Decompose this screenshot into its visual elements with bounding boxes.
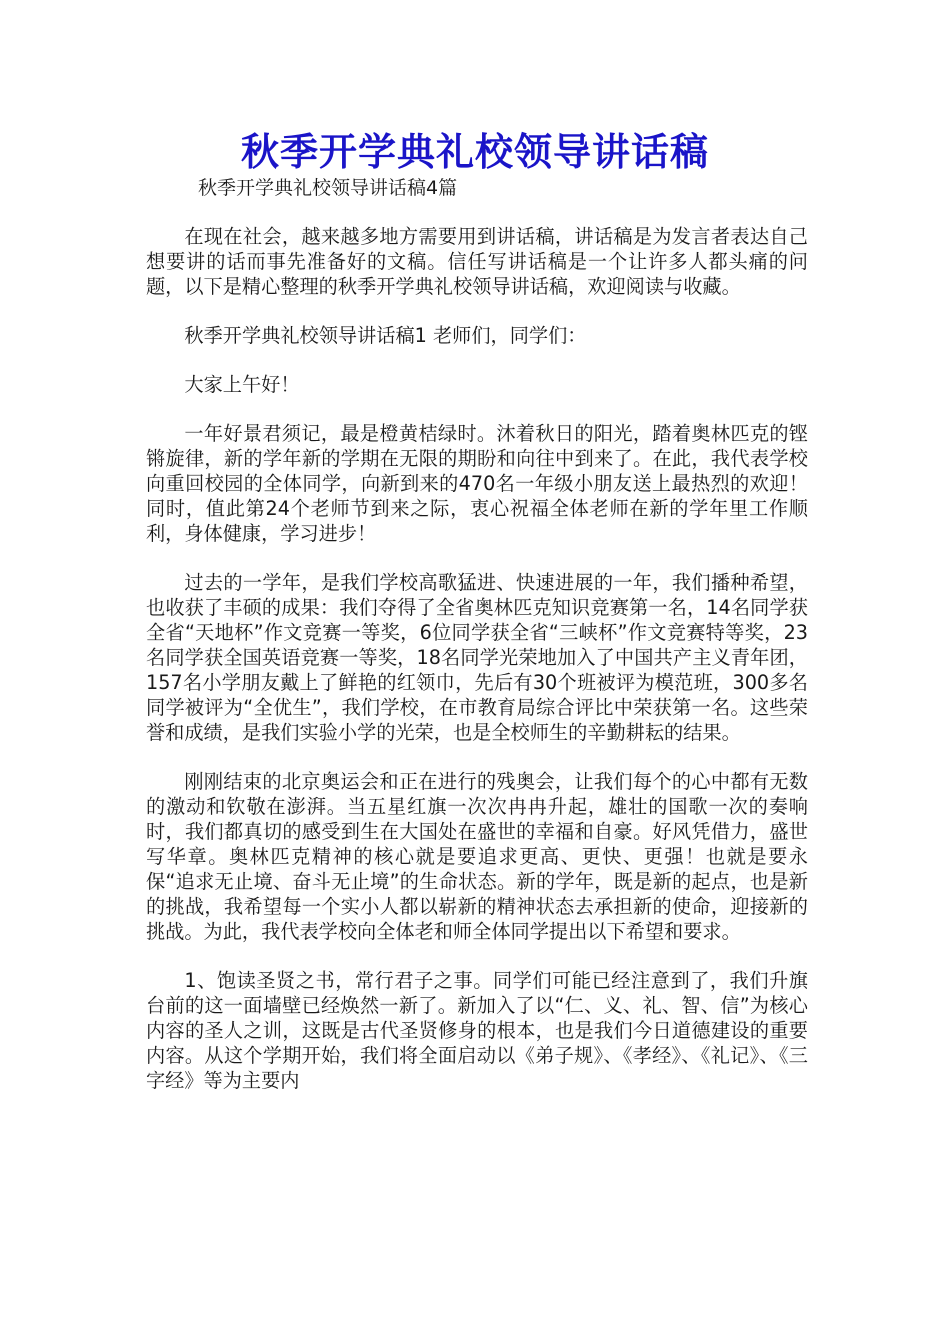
document-body — [146, 224, 808, 1117]
document-title: 秋季开学典礼校领导讲话稿 — [240, 129, 709, 174]
paragraph-item-1: 1、饱读圣贤之书，常行君子之事。同学们可能已经注意到了，我们升旗台前的这一面墙壁已经焕然一新了。新加入了以“仁、义、礼、智、信”为核心内容的圣人之训，这既是古代圣贤修身的根本，也是我们今日道德建设的重要内容。从这个学期开始，我们将全面启动以《弟子规》、《孝经》、《礼记》、《三字经》等为主要内 — [146, 969, 808, 1092]
paragraph-welcome: 一年好景君须记，最是橙黄桔绿时。沐着秋日的阳光，踏着奥林匹克的铿锵旋律，新的学年新的学期在无限的期盼和向往中到来了。在此，我代表学校向重回校园的全体同学，向新到来的470名一年级小朋友送上最热烈的欢迎！同时，值此第24个老师节到来之际，衷心祝福全体老师在新的学年里工作顺利，身体健康，学习进步！ — [146, 422, 808, 545]
paragraph-speech-heading: 秋季开学典礼校领导讲话稿1 老师们，同学们： — [184, 324, 587, 347]
paragraph-greeting: 大家上午好！ — [184, 373, 300, 396]
paragraph-intro: 在现在社会，越来越多地方需要用到讲话稿，讲话稿是为发言者表达自己想要讲的话而事先准备好的文稿。信任写讲话稿是一个让许多人都头痛的问题，以下是精心整理的秋季开学典礼校领导讲话稿，欢迎阅读与收藏。 — [146, 225, 808, 298]
paragraph-olympics: 刚刚结束的北京奥运会和正在进行的残奥会，让我们每个的心中都有无数的激动和钦敬在澎湃。当五星红旗一次次冉冉升起，雄壮的国歌一次的奏响时，我们都真切的感受到生在大国处在盛世的幸福和自豪。好风凭借力，盛世写华章。奥林匹克精神的核心就是要追求更高、更快、更强！也就是要永保“追求无止境、奋斗无止境”的生命状态。新的学年，既是新的起点，也是新的挑战，我希望每一个实小人都以崭新的精神状态去承担新的使命，迎接新的挑战。为此，我代表学校向全体老和师全体同学提出以下希望和要求。 — [146, 770, 808, 943]
document-subtitle: 秋季开学典礼校领导讲话稿4篇 — [198, 177, 458, 199]
paragraph-achievements: 过去的一学年，是我们学校高歌猛进、快速进展的一年，我们播种希望，也收获了丰硕的成果：我们夺得了全省奥林匹克知识竞赛第一名，14名同学获全省“天地杯”作文竞赛一等奖，6位同学获全省“三峡杯”作文竞赛特等奖，23名同学获全国英语竞赛一等奖，18名同学光荣地加入了中国共产主义青年团，157名小学朋友戴上了鲜艳的红领巾，先后有30个班被评为模范班，300多名同学被评为“全优生”，我们学校，在市教育局综合评比中荣获第一名。这些荣誉和成绩，是我们实验小学的光荣，也是全校师生的辛勤耕耘的结果。 — [146, 571, 808, 744]
